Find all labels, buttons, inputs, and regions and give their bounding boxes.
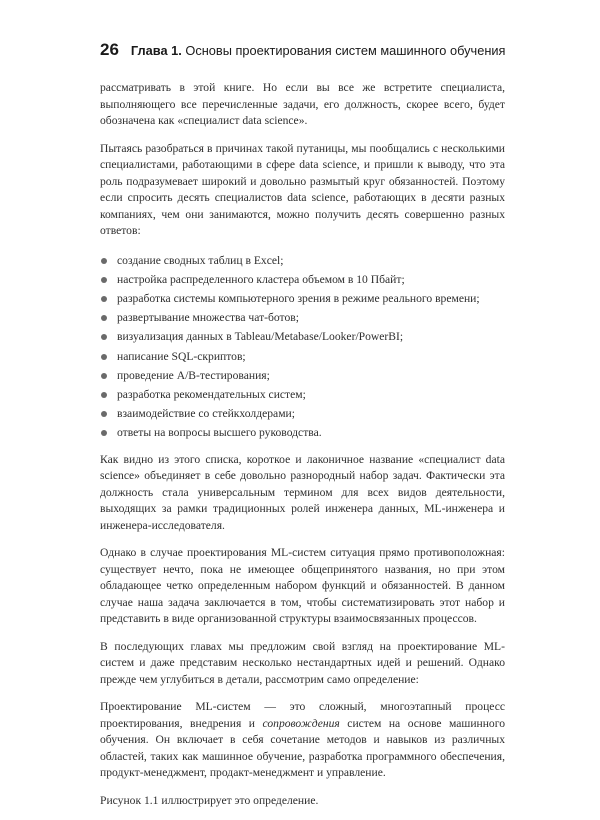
chapter-title [131, 43, 506, 58]
bullet-icon [101, 354, 107, 360]
list-item-text: визуализация данных в Tableau/Metabase/Looker/PowerBI; [117, 330, 404, 344]
list-item-text: настройка распределенного кластера объемом в 10 Пбайт; [117, 272, 405, 286]
bullet-icon [101, 334, 107, 340]
running-head [100, 40, 540, 64]
list-item-text: ответы на вопросы высшего руководства. [117, 426, 322, 440]
list-item [100, 327, 505, 346]
list-item [100, 251, 505, 270]
quote-emphasis: сопровождения [262, 716, 340, 730]
page-number: 26 [100, 40, 119, 59]
bullet-icon [101, 411, 107, 417]
bullet-icon [101, 258, 107, 264]
list-item [100, 270, 505, 289]
bullet-icon [101, 392, 107, 398]
paragraph-3: Как видно из этого списка, короткое и лаконичное название «специалист data science» объединяет в себе довольно разнородный набор задач. Фактически эта должность стала универсальным термином для всех видов деятельности, выходящих за рамки традиционных ролей инженера данных, ML-инженера и инженера-исследователя. [100, 452, 505, 532]
paragraph-5: В последующих главах мы предложим свой взгляд на проектирование ML-систем и даже представим несколько нестандартных идей и решений. Однако прежде чем углубиться в детали, рассмотрим само определение: [100, 639, 505, 686]
bullet-icon [101, 296, 107, 302]
list-item [100, 347, 505, 366]
list-item-text: развертывание множества чат-ботов; [117, 311, 299, 325]
list-item [100, 308, 505, 327]
paragraph-2: Пытаясь разобраться в причинах такой путаницы, мы пообщались с несколькими специалистами, работающими в сфере data science, и пришли к выводу, что эта роль подразумевает широкий и довольно размытый круг обязанностей. Поэтому если спросить десять специалистов data science, работающих в десяти разных компаниях, чем они занимаются, можно получить десять совершенно разных ответов: [100, 141, 505, 237]
chapter-name: Основы проектирования систем машинного обучения [181, 43, 506, 58]
paragraph-1: рассматривать в этой книге. Но если вы все же встретите специалиста, выполняющего все перечисленные задачи, его должность, скорее всего, будет обозначена как «специалист data science». [100, 81, 505, 127]
chapter-label: Глава 1. [130, 43, 182, 58]
list-item-text: проведение A/B-тестирования; [117, 368, 270, 382]
bullet-icon [101, 373, 107, 379]
list-item [100, 404, 505, 423]
paragraph-4: Однако в случае проектирования ML-систем ситуация прямо противоположная: существует нечто, пока не имеющее общепринятого названия, но при этом обладающее четко определенным набором функций и обязанностей. В данном случае наша задача заключается в том, чтобы систематизировать этот набор и представить в виде организованной структуры взаимосвязанных процессов. [100, 546, 505, 626]
list-item-text: создание сводных таблиц в Excel; [117, 253, 284, 267]
list-item-text: разработка рекомендательных систем; [117, 387, 306, 401]
bullet-list [100, 251, 505, 443]
list-item [100, 385, 505, 404]
list-item-text: написание SQL-скриптов; [117, 349, 246, 363]
definition-quote [100, 699, 505, 782]
paragraph-6: Рисунок 1.1 иллюстрирует это определение. [100, 793, 319, 807]
bullet-icon [101, 315, 107, 321]
bullet-icon [101, 430, 107, 436]
list-item [100, 366, 505, 385]
list-item [100, 423, 505, 442]
list-item-text: взаимодействие со стейкхолдерами; [117, 407, 295, 421]
list-item [100, 289, 505, 308]
list-item-text: разработка системы компьютерного зрения в режиме реального времени; [117, 291, 480, 305]
body-text [100, 80, 505, 820]
quote-text-end: систем на основе машинного обучения. Он включает в себя сочетание методов и навыков из различных областей, таких как машинное обучение, разработка программного обеспечения, продукт-менеджмент, продакт-менеджмент и управление. [100, 716, 505, 780]
bullet-icon [101, 277, 107, 283]
quote-text-start: Проектирование ML-систем — это сложный, многоэтапный процесс проектирования, внедрения и [100, 700, 505, 730]
